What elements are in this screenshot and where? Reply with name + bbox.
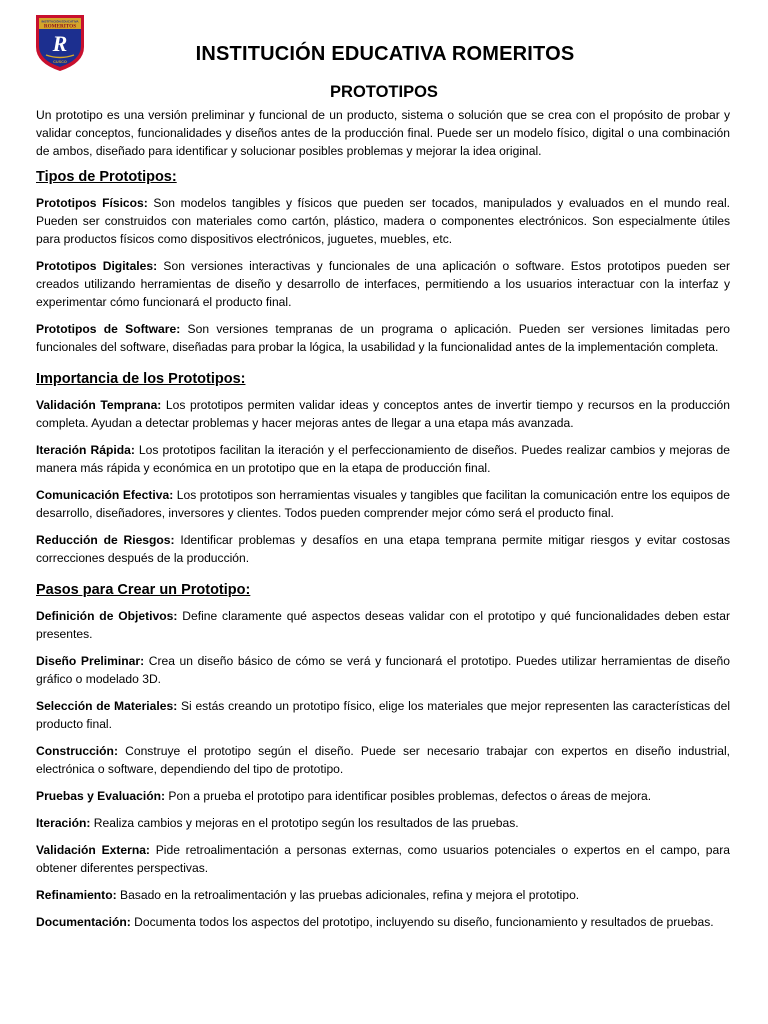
item-term: Selección de Materiales: — [36, 699, 178, 713]
item-term: Definición de Objetivos: — [36, 609, 178, 623]
item-text: Identificar problemas y desafíos en una etapa temprana permite mitigar riesgos y evitar costosas correcciones después de la producción. — [36, 533, 730, 565]
item-text: Los prototipos permiten validar ideas y conceptos antes de invertir tiempo y recursos en la producción completa. Ayudan a detectar problemas y hacer mejoras antes de llegar a una etapa más avanzada. — [36, 398, 730, 430]
item-iteracion-rapida — [36, 441, 730, 477]
item-term: Diseño Preliminar: — [36, 654, 145, 668]
item-term: Validación Temprana: — [36, 398, 162, 412]
section-title-tipos: Tipos de Prototipos: — [36, 169, 177, 185]
document-title: PROTOTIPOS — [330, 83, 438, 101]
item-term: Validación Externa: — [36, 843, 150, 857]
item-text: Crea un diseño básico de cómo se verá y funcionará el prototipo. Puedes utilizar herramientas de diseño gráfico o modelado 3D. — [36, 654, 730, 686]
item-text: Pon a prueba el prototipo para identificar posibles problemas, defectos o áreas de mejora. — [165, 789, 652, 803]
item-text: Define claramente qué aspectos deseas validar con el prototipo y qué funcionalidades deben estar presentes. — [36, 609, 730, 641]
item-reduccion-riesgos — [36, 531, 730, 567]
item-text: Son versiones tempranas de un programa o aplicación. Pueden ser versiones limitadas pero funcionales del software, diseñadas para probar la lógica, la usabilidad y la funcionalidad antes de la implementación completa. — [36, 322, 731, 354]
item-term: Comunicación Efectiva: — [36, 488, 174, 502]
item-term: Construcción: — [36, 744, 118, 758]
item-documentacion — [36, 913, 730, 931]
item-text: Pide retroalimentación a personas externas, como usuarios potenciales o expertos en el campo, para obtener diferentes perspectivas. — [36, 843, 730, 875]
item-text: Basado en la retroalimentación y las pruebas adicionales, refina y mejora el prototipo. — [116, 888, 580, 902]
item-text: Son versiones interactivas y funcionales de una aplicación o software. Estos prototipos pueden ser creados utilizando herramientas de diseño y desarrollo de interfaces, permitiendo a los usuarios interactuar con la interfaz y experimentar cómo funcionará el producto final. — [36, 259, 730, 309]
item-term: Reducción de Riesgos: — [36, 533, 175, 547]
item-pruebas-evaluacion — [36, 787, 730, 805]
logo-top-text: INSTITUCIÓN EDUCATIVA — [41, 19, 79, 24]
logo-city: CUSCO — [53, 60, 67, 64]
item-definicion-objetivos — [36, 607, 730, 643]
item-iteracion — [36, 814, 730, 832]
item-validacion-externa — [36, 841, 730, 877]
logo-name: ROMERITOS — [43, 23, 77, 30]
item-term: Iteración: — [36, 816, 91, 830]
section-title-importancia: Importancia de los Prototipos: — [36, 371, 246, 387]
item-construccion — [36, 742, 730, 778]
item-text: Construye el prototipo según el diseño. Puede ser necesario trabajar con expertos en diseño industrial, electrónica o software, dependiendo del tipo de prototipo. — [36, 744, 730, 776]
item-text: Los prototipos son herramientas visuales y tangibles que facilitan la comunicación entre los equipos de desarrollo, diseñadores, inversores y clientes. Todos pueden comprender mejor cómo será el producto final. — [36, 488, 730, 520]
item-refinamiento — [36, 886, 730, 904]
item-text: Documenta todos los aspectos del prototipo, incluyendo su diseño, funcionamiento y resultados de pruebas. — [130, 915, 714, 929]
item-term: Pruebas y Evaluación: — [36, 789, 166, 803]
school-logo — [34, 13, 86, 73]
section-title-pasos: Pasos para Crear un Prototipo: — [36, 582, 251, 598]
logo-monogram: R — [52, 31, 68, 56]
item-prototipos-digitales — [36, 257, 730, 311]
document-body — [36, 106, 730, 940]
item-validacion-temprana — [36, 396, 730, 432]
item-text: Realiza cambios y mejoras en el prototipo según los resultados de las pruebas. — [90, 816, 519, 830]
item-term: Iteración Rápida: — [36, 443, 135, 457]
item-prototipos-fisicos — [36, 194, 730, 248]
item-term: Prototipos Digitales: — [36, 259, 158, 273]
school-name: INSTITUCIÓN EDUCATIVA ROMERITOS — [195, 43, 575, 65]
intro-paragraph: Un prototipo es una versión preliminar y funcional de un producto, sistema o solución que se crea con el propósito de probar y validar conceptos, funcionalidades y diseños antes de la producción final. Puede ser un modelo físico, digital o una combinación de ambos, diseñado para identificar y solucionar posibles problemas y mejorar la idea original. — [36, 108, 730, 158]
item-comunicacion-efectiva — [36, 486, 730, 522]
item-term: Prototipos de Software: — [36, 322, 181, 336]
item-text: Los prototipos facilitan la iteración y el perfeccionamiento de diseños. Puedes realizar cambios y mejoras de manera más rápida y económica en un prototipo que en la etapa de producción final. — [36, 443, 730, 475]
item-seleccion-materiales — [36, 697, 730, 733]
item-term: Prototipos Físicos: — [36, 196, 148, 210]
item-term: Refinamiento: — [36, 888, 117, 902]
item-diseno-preliminar — [36, 652, 730, 688]
item-term: Documentación: — [36, 915, 131, 929]
item-text: Si estás creando un prototipo físico, elige los materiales que mejor representen las características del producto final. — [36, 699, 731, 731]
item-text: Son modelos tangibles y físicos que pueden ser tocados, manipulados y evaluados en el mundo real. Pueden ser construidos con materiales como cartón, plástico, madera o componentes electrónicos. Son especialmente útiles para productos físicos como dispositivos electrónicos, juguetes, muebles, etc. — [36, 196, 730, 246]
item-prototipos-software — [36, 320, 730, 356]
